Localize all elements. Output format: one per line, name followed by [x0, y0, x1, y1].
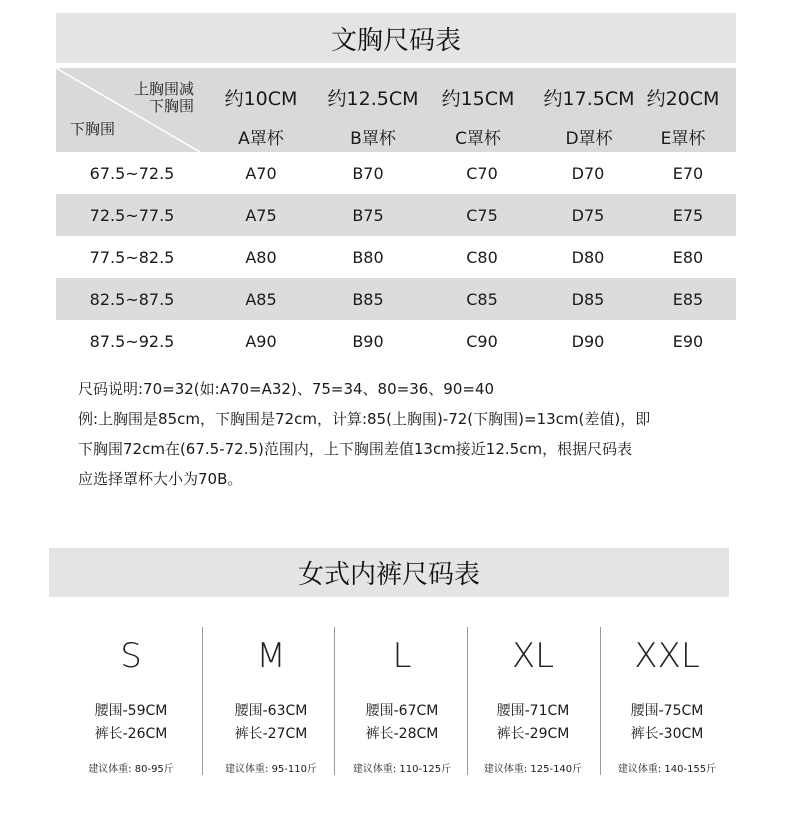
header-size: 约17.5CM	[543, 88, 635, 110]
length-measure: 裤长-26CM	[94, 726, 168, 742]
size-cell: B80	[352, 248, 384, 267]
band-range: 72.5~77.5	[89, 206, 175, 225]
suggested-weight: 建议体重: 95-110斤	[225, 764, 317, 775]
header-col-e	[642, 68, 724, 152]
size-cell: E85	[672, 290, 704, 309]
diagonal-top-line1: 上胸围减	[133, 80, 194, 98]
size-cell: D75	[571, 206, 605, 225]
size-letter: XL	[511, 636, 555, 676]
diagonal-top-line2: 下胸围	[148, 97, 194, 115]
brief-size-l	[335, 626, 469, 776]
size-notes	[78, 374, 650, 494]
header-size: 约20CM	[646, 88, 720, 110]
size-cell: E90	[672, 332, 704, 351]
suggested-weight: 建议体重: 125-140斤	[483, 764, 583, 775]
diagonal-bottom-label: 下胸围	[70, 120, 116, 138]
size-cell: D90	[571, 332, 605, 351]
header-size: 约15CM	[441, 88, 515, 110]
size-cell: B75	[352, 206, 384, 225]
brief-size-m	[204, 626, 338, 776]
size-cell: A80	[245, 248, 277, 267]
suggested-weight: 建议体重: 80-95斤	[88, 764, 174, 775]
table-row	[56, 152, 736, 194]
note-line: 例:上胸围是85cm，下胸围是72cm，计算:85(上胸围)-72(下胸围)=13cm(差值)，即	[78, 410, 651, 428]
column-divider	[202, 627, 203, 775]
suggested-weight: 建议体重: 140-155斤	[617, 764, 717, 775]
size-cell: B85	[352, 290, 384, 309]
length-measure: 裤长-30CM	[630, 726, 704, 742]
brief-size-xl	[466, 626, 600, 776]
brief-chart-title	[49, 548, 729, 597]
size-letter: XXL	[634, 636, 700, 676]
size-letter: L	[392, 636, 412, 676]
size-cell: A70	[245, 164, 277, 183]
waist-measure: 腰围-71CM	[496, 703, 570, 719]
brief-size-xxl	[600, 626, 734, 776]
waist-measure: 腰围-67CM	[365, 703, 439, 719]
header-size: 约12.5CM	[327, 88, 419, 110]
note-line: 下胸围72cm在(67.5-72.5)范围内，上下胸围差值13cm接近12.5cm，根据尺码表	[78, 440, 633, 458]
size-cell: A85	[245, 290, 277, 309]
header-cup: E罩杯	[660, 129, 706, 149]
diagonal-top-label	[134, 81, 194, 115]
table-row	[56, 320, 736, 362]
size-cell: C85	[466, 290, 498, 309]
band-range: 82.5~87.5	[89, 290, 175, 309]
size-cell: D85	[571, 290, 605, 309]
size-cell: D70	[571, 164, 605, 183]
note-line: 尺码说明:70=32(如:A70=A32)、75=34、80=36、90=40	[78, 380, 495, 398]
size-cell: C80	[466, 248, 498, 267]
header-col-b	[318, 68, 428, 152]
size-cell: E80	[672, 248, 704, 267]
note-line: 应选择罩杯大小为70B。	[78, 470, 243, 488]
size-cell: A90	[245, 332, 277, 351]
waist-measure: 腰围-59CM	[94, 703, 168, 719]
size-cell: B70	[352, 164, 384, 183]
header-cup: C罩杯	[455, 129, 501, 149]
size-cell: B90	[352, 332, 384, 351]
header-cup: B罩杯	[350, 129, 396, 149]
length-measure: 裤长-27CM	[234, 726, 308, 742]
waist-measure: 腰围-75CM	[630, 703, 704, 719]
header-col-d	[533, 68, 645, 152]
table-row	[56, 194, 736, 236]
size-cell: D80	[571, 248, 605, 267]
bra-table-header	[56, 68, 736, 152]
size-cell: C90	[466, 332, 498, 351]
size-cell: C70	[466, 164, 498, 183]
header-size: 约10CM	[224, 88, 298, 110]
size-cell: A75	[245, 206, 277, 225]
bra-chart-title-text: 文胸尺码表	[330, 25, 461, 56]
size-cell: C75	[466, 206, 498, 225]
waist-measure: 腰围-63CM	[234, 703, 308, 719]
table-row	[56, 236, 736, 278]
diagonal-header-cell	[56, 68, 200, 152]
length-measure: 裤长-29CM	[496, 726, 570, 742]
bra-chart-title	[56, 13, 736, 63]
size-letter: S	[120, 636, 142, 676]
header-col-a	[211, 68, 311, 152]
brief-chart-title-text: 女式内裤尺码表	[297, 560, 480, 590]
band-range: 67.5~72.5	[89, 164, 175, 183]
suggested-weight: 建议体重: 110-125斤	[352, 764, 452, 775]
band-range: 87.5~92.5	[89, 332, 175, 351]
bra-size-table	[56, 68, 736, 362]
table-row	[56, 278, 736, 320]
size-cell: E75	[672, 206, 704, 225]
brief-size-table	[64, 626, 734, 776]
size-letter: M	[256, 636, 286, 676]
band-range: 77.5~82.5	[89, 248, 175, 267]
header-cup: A罩杯	[238, 129, 284, 149]
header-col-c	[428, 68, 528, 152]
size-cell: E70	[672, 164, 704, 183]
length-measure: 裤长-28CM	[365, 726, 439, 742]
brief-size-s	[64, 626, 198, 776]
header-cup: D罩杯	[565, 129, 613, 149]
